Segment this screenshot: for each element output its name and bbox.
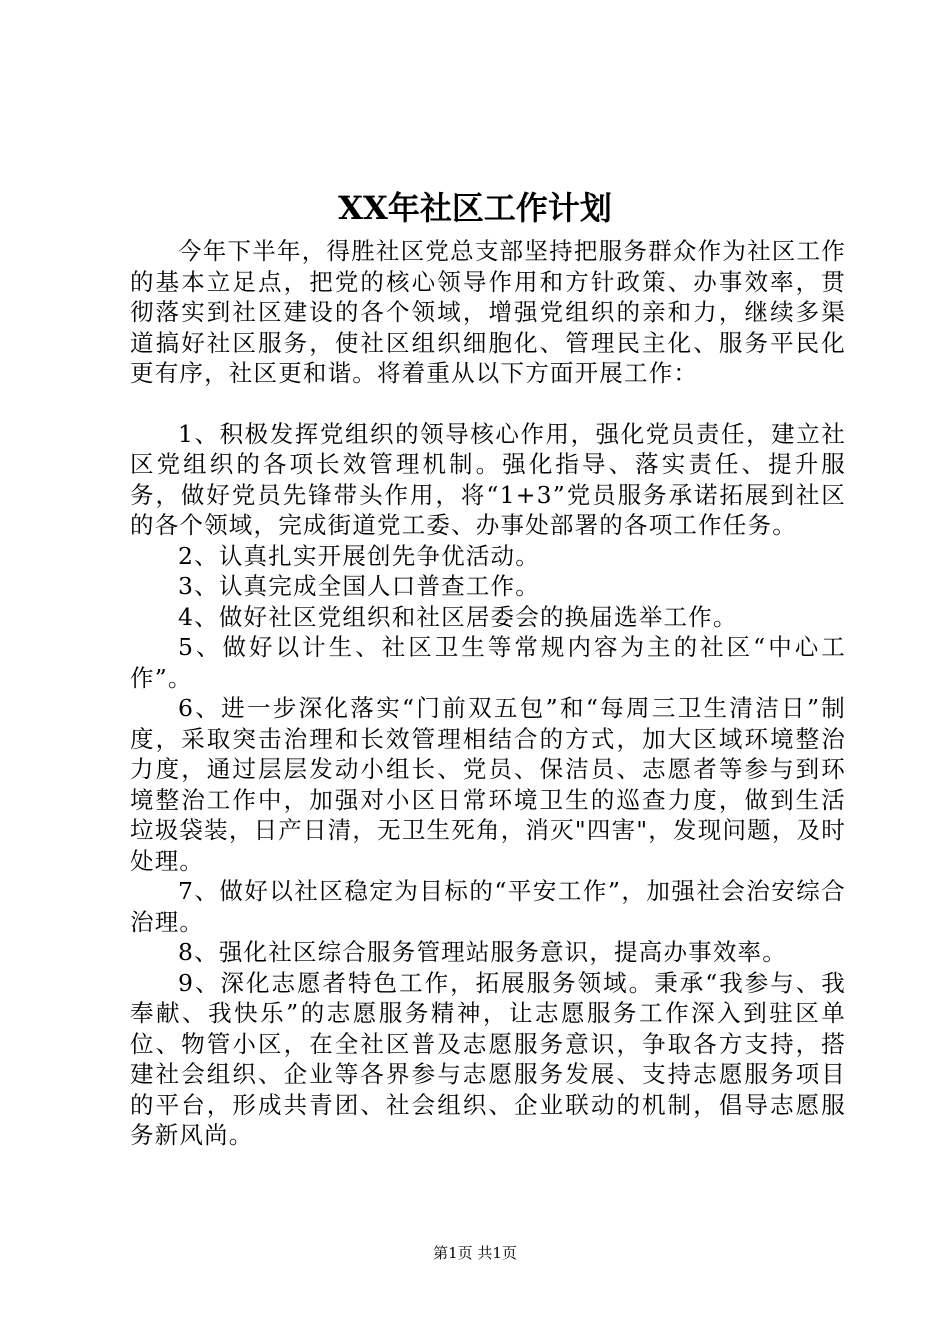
plan-item-7: 7、做好以社区稳定为目标的“平安工作”，加强社会治安综合治理。 [130,877,846,936]
plan-item-1: 1、积极发挥党组织的领导核心作用，强化党员责任，建立社区党组织的各项长效管理机制。强化指导、落实责任、提升服务，做好党员先锋带头作用，将“1+3”党员服务承诺拓展到社区的各个领域，完成街道党工委、办事处部署的各项工作任务。 [130,419,846,539]
plan-item-2: 2、认真扎实开展创先争优活动。 [178,541,540,570]
document-body [130,236,846,1151]
document-title: XX年社区工作计划 [338,189,612,227]
plan-item-6: 6、进一步深化落实“门前双五包”和“每周三卫生清洁日”制度，采取突击治理和长效管理相结合的方式，加大区域环境整治力度，通过层层发动小组长、党员、保洁员、志愿者等参与到环境整治工作中，加强对小区日常环境卫生的巡查力度，做到生活垃圾袋装，日产日清，无卫生死角，消灭"四害"，发现问题，及时处理。 [130,694,846,875]
plan-item-3: 3、认真完成全国人口普查工作。 [178,572,540,600]
plan-item-4: 4、做好社区党组织和社区居委会的换届选举工作。 [178,602,738,631]
page-number-footer: 第1页 共1页 [433,1244,517,1262]
plan-item-9: 9、深化志愿者特色工作，拓展服务领域。秉承“我参与、我奉献、我快乐”的志愿服务精神，让志愿服务工作深入到驻区单位、物管小区，在全社区普及志愿服务意识，争取各方支持，搭建社会组织、企业等各界参与志愿服务发展、支持志愿服务项目的平台，形成共青团、社会组织、企业联动的机制，倡导志愿服务新风尚。 [130,968,846,1149]
plan-item-5: 5、做好以计生、社区卫生等常规内容为主的社区“中心工作”。 [130,633,846,692]
intro-paragraph: 今年下半年，得胜社区党总支部坚持把服务群众作为社区工作的基本立足点，把党的核心领导作用和方针政策、办事效率，贯彻落实到社区建设的各个领域，增强党组织的亲和力，继续多渠道搞好社区服务，使社区组织细胞化、管理民主化、服务平民化更有序，社区更和谐。将着重从以下方面开展工作： [130,237,846,387]
plan-item-8: 8、强化社区综合服务管理站服务意识，提高办事效率。 [178,938,787,966]
